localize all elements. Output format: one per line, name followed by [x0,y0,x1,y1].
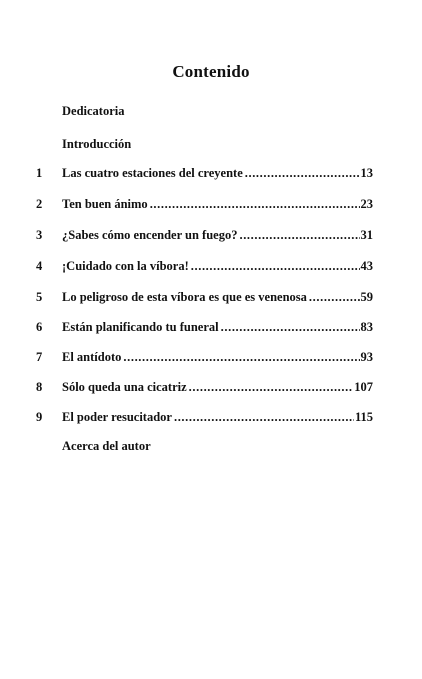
dot-leader [123,350,359,365]
dot-leader [150,197,360,212]
chapter-number: 2 [36,197,43,211]
toc-entry [36,197,373,215]
page-number: 93 [360,350,373,364]
toc-title: Contenido [172,62,250,81]
dot-leader [221,320,360,335]
chapter-title: El antídoto [62,350,122,364]
toc-dedicatoria: Dedicatoria [62,104,125,118]
chapter-number: 6 [36,320,43,334]
dot-leader [191,259,360,274]
chapter-number: 9 [36,410,43,424]
chapter-title: Las cuatro estaciones del creyente [62,166,243,180]
chapter-title: ¡Cuidado con la víbora! [62,259,189,273]
dot-leader [239,228,359,243]
chapter-title: Ten buen ánimo [62,197,148,211]
dot-leader [189,380,354,395]
page-number: 31 [360,228,373,242]
chapter-number: 1 [36,166,43,180]
chapter-number: 7 [36,350,43,364]
page-number: 13 [360,166,373,180]
chapter-number: 8 [36,380,43,394]
chapter-title: Sólo queda una cicatriz [62,380,187,394]
dot-leader [174,410,354,425]
chapter-number: 4 [36,259,43,273]
toc-entry [36,259,373,277]
toc-entry [36,410,373,428]
toc-introduccion: Introducción [62,137,132,151]
toc-acerca-del-autor: Acerca del autor [62,439,151,453]
toc-entry [36,350,373,368]
page-number: 59 [360,290,373,304]
chapter-number: 3 [36,228,43,242]
chapter-title: ¿Sabes cómo encender un fuego? [62,228,238,242]
toc-entry [36,380,373,398]
page-number: 43 [360,259,373,273]
toc-entry [36,228,373,246]
page-number: 115 [354,410,373,424]
page-number: 107 [354,380,373,394]
chapter-title: Están planificando tu funeral [62,320,219,334]
page-number: 23 [360,197,373,211]
toc-entry [36,290,373,308]
chapter-title: El poder resucitador [62,410,172,424]
chapter-title: Lo peligroso de esta víbora es que es venenosa [62,290,307,304]
toc-entry [36,320,373,338]
toc-entry [36,166,373,184]
dot-leader [309,290,360,305]
page-number: 83 [360,320,373,334]
dot-leader [245,166,360,181]
chapter-number: 5 [36,290,43,304]
